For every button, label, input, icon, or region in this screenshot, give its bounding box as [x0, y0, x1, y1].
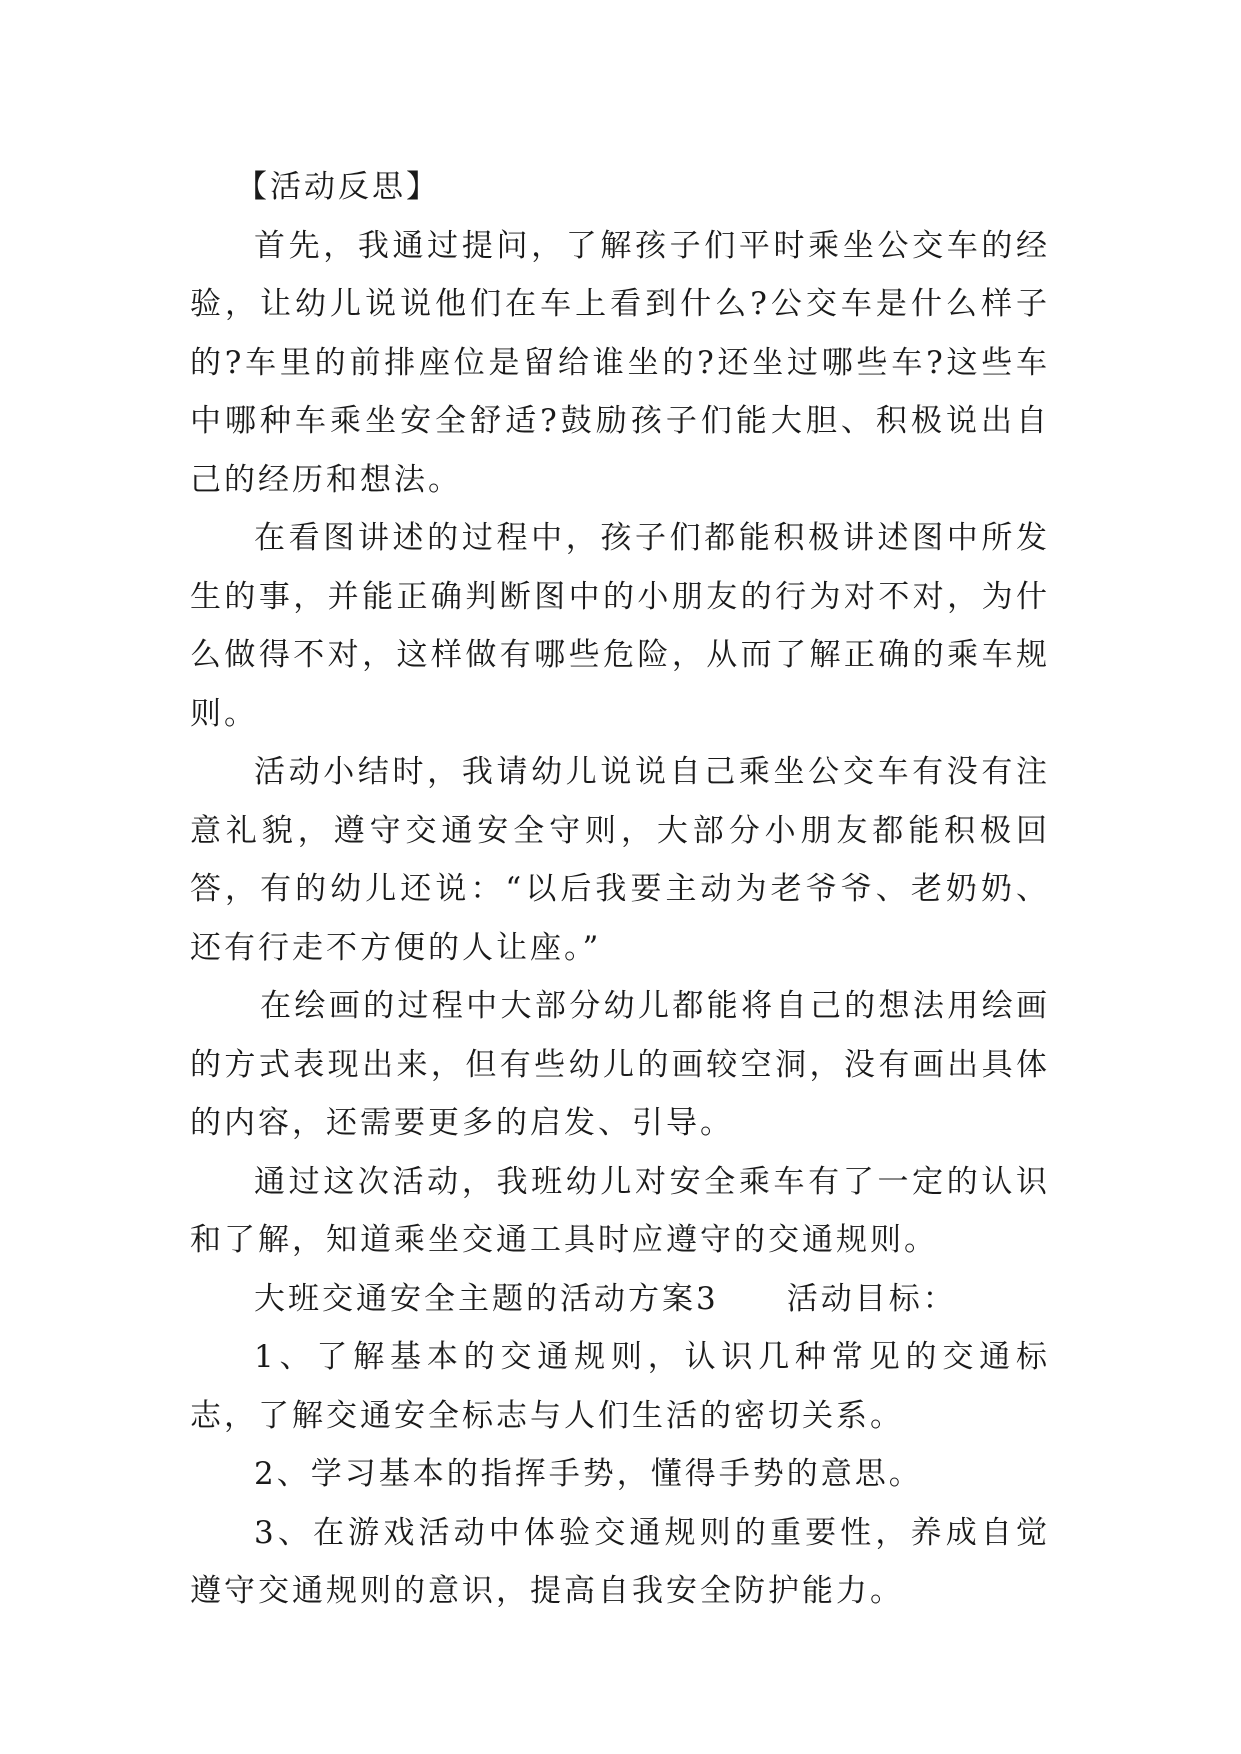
paragraph-reflection-4: 在绘画的过程中大部分幼儿都能将自己的想法用绘画的方式表现出来，但有些幼儿的画较空洞，没有画出具体的内容，还需要更多的启发、引导。 [190, 988, 1050, 1141]
paragraph-goal-2: 2、学习基本的指挥手势，懂得手势的意思。 [254, 1456, 923, 1492]
paragraph-goal-3: 3、在游戏活动中体验交通规则的重要性，养成自觉遵守交通规则的意识，提高自我安全防护能力。 [190, 1514, 1050, 1609]
paragraph-goal-1: 1、了解基本的交通规则，认识几种常见的交通标志，了解交通安全标志与人们生活的密切关系。 [190, 1339, 1050, 1434]
paragraph-reflection-1: 首先，我通过提问，了解孩子们平时乘坐公交车的经验，让幼儿说说他们在车上看到什么?公交车是什么样子的?车里的前排座位是留给谁坐的?还坐过哪些车?这些车中哪种车乘坐安全舒适?鼓励孩子们能大胆、积极说出自己的经历和想法。 [190, 227, 1050, 498]
paragraph-plan-title: 大班交通安全主题的活动方案3 活动目标： [254, 1280, 957, 1317]
paragraph-reflection-5: 通过这次活动，我班幼儿对安全乘车有了一定的认识和了解，知道乘坐交通工具时应遵守的交通规则。 [190, 1163, 1050, 1258]
paragraph-reflection-3: 活动小结时，我请幼儿说说自己乘坐公交车有没有注意礼貌，遵守交通安全守则，大部分小朋友都能积极回答，有的幼儿还说：“以后我要主动为老爷爷、老奶奶、还有行走不方便的人让座。” [190, 754, 1050, 966]
document-body [190, 158, 1050, 1621]
section-heading: 【活动反思】 [236, 169, 440, 205]
paragraph-reflection-2: 在看图讲述的过程中，孩子们都能积极讲述图中所发生的事，并能正确判断图中的小朋友的行为对不对，为什么做得不对，这样做有哪些危险，从而了解正确的乘车规则。 [190, 520, 1050, 732]
